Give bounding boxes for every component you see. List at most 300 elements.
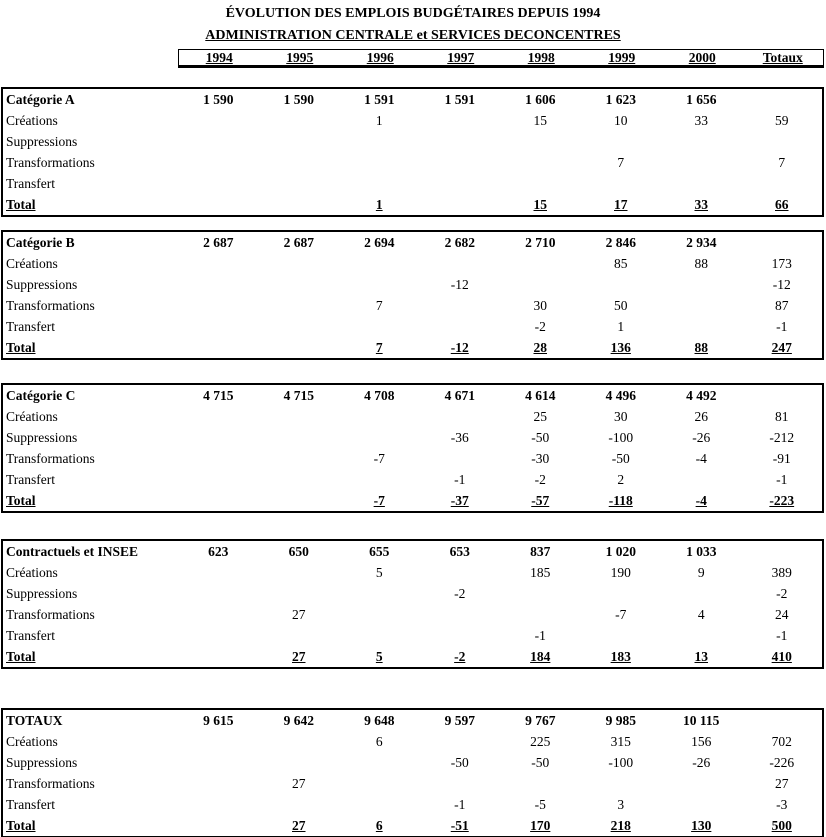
row-label bbox=[3, 256, 178, 272]
column-header bbox=[743, 50, 824, 66]
value-cell bbox=[581, 565, 662, 581]
table-row bbox=[3, 427, 822, 448]
value-cell bbox=[742, 755, 823, 771]
row-label-text: Suppressions bbox=[6, 429, 78, 445]
page-title: ÉVOLUTION DES EMPLOIS BUDGÉTAIRES DEPUIS 1994 bbox=[225, 6, 601, 21]
row-label-text: Créations bbox=[6, 564, 58, 580]
cell-value: -2 bbox=[454, 648, 466, 664]
section-header-row bbox=[3, 385, 822, 406]
cell-value: -36 bbox=[450, 429, 469, 445]
cell-value: 28 bbox=[533, 339, 547, 355]
value-cell bbox=[742, 472, 823, 488]
cell-value: 59 bbox=[775, 112, 789, 128]
row-label bbox=[3, 544, 178, 560]
row-label bbox=[3, 607, 178, 623]
value-cell bbox=[259, 713, 340, 729]
row-label-text: Transformations bbox=[6, 606, 95, 622]
cell-value: 1 590 bbox=[283, 91, 314, 107]
value-cell bbox=[500, 628, 581, 644]
column-header-label: 1997 bbox=[447, 49, 475, 65]
row-label-text: Transformations bbox=[6, 450, 95, 466]
row-label-text: TOTAUX bbox=[6, 712, 63, 728]
row-label-text: Transfert bbox=[6, 627, 55, 643]
table-row bbox=[3, 274, 822, 295]
value-cell bbox=[661, 197, 742, 213]
cell-value: 2 846 bbox=[605, 234, 636, 250]
cell-value: 247 bbox=[771, 339, 792, 355]
row-label bbox=[3, 388, 178, 404]
cell-value: -50 bbox=[531, 754, 550, 770]
row-label-text: Suppressions bbox=[6, 276, 78, 292]
row-label-text: Transformations bbox=[6, 775, 95, 791]
cell-value: -2 bbox=[454, 585, 466, 601]
column-header bbox=[582, 50, 663, 66]
cell-value: 9 767 bbox=[525, 712, 556, 728]
cell-value: 2 934 bbox=[686, 234, 717, 250]
value-cell bbox=[420, 797, 501, 813]
cell-value: -1 bbox=[454, 796, 466, 812]
table-row bbox=[3, 731, 822, 752]
cell-value: 185 bbox=[530, 564, 551, 580]
table-section bbox=[1, 708, 824, 837]
row-label bbox=[3, 277, 178, 293]
cell-value: 7 bbox=[375, 339, 383, 355]
value-cell bbox=[420, 713, 501, 729]
table-row bbox=[3, 253, 822, 274]
cell-value: 6 bbox=[375, 733, 383, 749]
cell-value: 1 606 bbox=[525, 91, 556, 107]
cell-value: -30 bbox=[531, 450, 550, 466]
cell-value: -100 bbox=[608, 754, 634, 770]
value-cell bbox=[500, 713, 581, 729]
value-cell bbox=[581, 649, 662, 665]
cell-value: -12 bbox=[450, 276, 469, 292]
cell-value: 4 492 bbox=[686, 387, 717, 403]
row-label-text: Total bbox=[6, 339, 36, 355]
cell-value: -2 bbox=[534, 318, 546, 334]
cell-value: 4 708 bbox=[364, 387, 395, 403]
value-cell bbox=[500, 197, 581, 213]
value-cell bbox=[581, 607, 662, 623]
table-row bbox=[3, 152, 822, 173]
cell-value: 500 bbox=[771, 817, 792, 833]
table-row bbox=[3, 448, 822, 469]
cell-value: 10 bbox=[614, 112, 628, 128]
cell-value: 1 bbox=[375, 112, 383, 128]
value-cell bbox=[339, 451, 420, 467]
value-cell bbox=[500, 409, 581, 425]
cell-value: 156 bbox=[691, 733, 712, 749]
cell-value: -7 bbox=[373, 492, 385, 508]
value-cell bbox=[661, 235, 742, 251]
value-cell bbox=[259, 92, 340, 108]
value-cell bbox=[581, 818, 662, 834]
cell-value: -2 bbox=[534, 471, 546, 487]
cell-value: 5 bbox=[375, 648, 383, 664]
cell-value: -5 bbox=[534, 796, 546, 812]
value-cell bbox=[581, 430, 662, 446]
value-cell bbox=[339, 197, 420, 213]
row-label bbox=[3, 409, 178, 425]
section-header-row bbox=[3, 89, 822, 110]
value-cell bbox=[500, 755, 581, 771]
cell-value: -100 bbox=[608, 429, 634, 445]
value-cell bbox=[178, 235, 259, 251]
cell-value: 130 bbox=[691, 817, 712, 833]
cell-value: -91 bbox=[772, 450, 791, 466]
value-cell bbox=[581, 388, 662, 404]
section-header-row bbox=[3, 541, 822, 562]
page-subtitle: ADMINISTRATION CENTRALE et SERVICES DECONCENTRES bbox=[205, 28, 621, 43]
cell-value: -4 bbox=[695, 450, 707, 466]
cell-value: 1 656 bbox=[686, 91, 717, 107]
value-cell bbox=[339, 544, 420, 560]
cell-value: 13 bbox=[694, 648, 708, 664]
cell-value: 2 682 bbox=[444, 234, 475, 250]
row-label-text: Catégorie A bbox=[6, 91, 75, 107]
cell-value: 66 bbox=[775, 196, 789, 212]
row-label bbox=[3, 776, 178, 792]
cell-value: 88 bbox=[694, 339, 708, 355]
cell-value: 1 591 bbox=[364, 91, 395, 107]
value-cell bbox=[339, 649, 420, 665]
value-cell bbox=[661, 92, 742, 108]
cell-value: -4 bbox=[695, 492, 707, 508]
row-label bbox=[3, 340, 178, 356]
cell-value: 2 710 bbox=[525, 234, 556, 250]
value-cell bbox=[500, 649, 581, 665]
cell-value: -50 bbox=[450, 754, 469, 770]
value-cell bbox=[661, 388, 742, 404]
row-label bbox=[3, 565, 178, 581]
value-cell bbox=[581, 713, 662, 729]
row-label-text: Suppressions bbox=[6, 133, 78, 149]
column-header bbox=[501, 50, 582, 66]
row-label-text: Transfert bbox=[6, 318, 55, 334]
table-row bbox=[3, 562, 822, 583]
value-cell bbox=[742, 734, 823, 750]
value-cell bbox=[500, 451, 581, 467]
cell-value: 225 bbox=[530, 733, 551, 749]
value-cell bbox=[178, 388, 259, 404]
cell-value: 27 bbox=[292, 775, 306, 791]
cell-value: 24 bbox=[775, 606, 789, 622]
row-label-text: Créations bbox=[6, 408, 58, 424]
value-cell bbox=[581, 92, 662, 108]
value-cell bbox=[500, 493, 581, 509]
cell-value: 7 bbox=[375, 297, 383, 313]
cell-value: -37 bbox=[450, 492, 469, 508]
cell-value: 4 715 bbox=[283, 387, 314, 403]
row-label-text: Transfert bbox=[6, 796, 55, 812]
section-header-row bbox=[3, 710, 822, 731]
row-label-text: Suppressions bbox=[6, 585, 78, 601]
row-label-text: Total bbox=[6, 196, 36, 212]
cell-value: -50 bbox=[611, 450, 630, 466]
value-cell bbox=[500, 430, 581, 446]
value-cell bbox=[500, 340, 581, 356]
row-label-text: Total bbox=[6, 648, 36, 664]
cell-value: 136 bbox=[610, 339, 631, 355]
row-label bbox=[3, 755, 178, 771]
value-cell bbox=[742, 340, 823, 356]
cell-value: -12 bbox=[772, 276, 791, 292]
cell-value: 2 694 bbox=[364, 234, 395, 250]
value-cell bbox=[581, 409, 662, 425]
value-cell bbox=[500, 235, 581, 251]
column-header-label: 1995 bbox=[286, 49, 314, 65]
table-row bbox=[3, 815, 822, 836]
cell-value: 1 020 bbox=[605, 543, 636, 559]
cell-value: -1 bbox=[534, 627, 546, 643]
table-row bbox=[3, 194, 822, 215]
column-header-label: 1996 bbox=[366, 49, 394, 65]
value-cell bbox=[339, 818, 420, 834]
cell-value: 4 715 bbox=[203, 387, 234, 403]
value-cell bbox=[420, 235, 501, 251]
row-label-text: Catégorie C bbox=[6, 387, 76, 403]
value-cell bbox=[742, 319, 823, 335]
value-cell bbox=[661, 755, 742, 771]
value-cell bbox=[581, 544, 662, 560]
column-header bbox=[421, 50, 502, 66]
value-cell bbox=[661, 734, 742, 750]
table-row bbox=[3, 295, 822, 316]
cell-value: 9 642 bbox=[283, 712, 314, 728]
row-label bbox=[3, 734, 178, 750]
table-row bbox=[3, 173, 822, 194]
cell-value: 87 bbox=[775, 297, 789, 313]
value-cell bbox=[500, 92, 581, 108]
value-cell bbox=[661, 544, 742, 560]
value-cell bbox=[742, 586, 823, 602]
table-row bbox=[3, 110, 822, 131]
value-cell bbox=[500, 818, 581, 834]
cell-value: 9 985 bbox=[605, 712, 636, 728]
row-label bbox=[3, 818, 178, 834]
value-cell bbox=[259, 388, 340, 404]
value-cell bbox=[661, 256, 742, 272]
cell-value: -26 bbox=[692, 754, 711, 770]
value-cell bbox=[742, 256, 823, 272]
row-label bbox=[3, 92, 178, 108]
value-cell bbox=[500, 565, 581, 581]
cell-value: 25 bbox=[533, 408, 547, 424]
value-cell bbox=[742, 818, 823, 834]
value-cell bbox=[420, 430, 501, 446]
value-cell bbox=[742, 649, 823, 665]
value-cell bbox=[420, 755, 501, 771]
cell-value: 653 bbox=[449, 543, 470, 559]
value-cell bbox=[742, 565, 823, 581]
column-header-label: 2000 bbox=[688, 49, 716, 65]
table-row bbox=[3, 469, 822, 490]
row-label bbox=[3, 493, 178, 509]
value-cell bbox=[339, 113, 420, 129]
cell-value: 1 623 bbox=[605, 91, 636, 107]
cell-value: 33 bbox=[694, 112, 708, 128]
value-cell bbox=[339, 298, 420, 314]
value-cell bbox=[742, 113, 823, 129]
table-row bbox=[3, 583, 822, 604]
value-cell bbox=[742, 628, 823, 644]
cell-value: 7 bbox=[617, 154, 625, 170]
cell-value: 2 687 bbox=[283, 234, 314, 250]
cell-value: 170 bbox=[530, 817, 551, 833]
table-row bbox=[3, 604, 822, 625]
value-cell bbox=[339, 235, 420, 251]
cell-value: 9 615 bbox=[203, 712, 234, 728]
cell-value: 4 614 bbox=[525, 387, 556, 403]
row-label-text: Créations bbox=[6, 733, 58, 749]
value-cell bbox=[339, 734, 420, 750]
value-cell bbox=[661, 818, 742, 834]
value-cell bbox=[420, 586, 501, 602]
value-cell bbox=[742, 607, 823, 623]
value-cell bbox=[420, 340, 501, 356]
value-cell bbox=[742, 277, 823, 293]
cell-value: 88 bbox=[694, 255, 708, 271]
value-cell bbox=[661, 607, 742, 623]
value-cell bbox=[420, 544, 501, 560]
cell-value: 15 bbox=[533, 112, 547, 128]
cell-value: 9 bbox=[697, 564, 705, 580]
cell-value: 183 bbox=[610, 648, 631, 664]
value-cell bbox=[420, 649, 501, 665]
row-label bbox=[3, 319, 178, 335]
value-cell bbox=[500, 734, 581, 750]
row-label bbox=[3, 451, 178, 467]
value-cell bbox=[581, 755, 662, 771]
value-cell bbox=[500, 797, 581, 813]
row-label-text: Créations bbox=[6, 255, 58, 271]
value-cell bbox=[742, 430, 823, 446]
row-label bbox=[3, 649, 178, 665]
cell-value: -2 bbox=[776, 585, 788, 601]
cell-value: 15 bbox=[533, 196, 547, 212]
value-cell bbox=[259, 544, 340, 560]
row-label-text: Total bbox=[6, 492, 36, 508]
cell-value: -1 bbox=[776, 627, 788, 643]
value-cell bbox=[742, 409, 823, 425]
cell-value: 26 bbox=[694, 408, 708, 424]
cell-value: -223 bbox=[769, 492, 795, 508]
column-header bbox=[662, 50, 743, 66]
value-cell bbox=[259, 235, 340, 251]
cell-value: 10 115 bbox=[683, 712, 720, 728]
table-row bbox=[3, 337, 822, 358]
cell-value: 27 bbox=[292, 648, 306, 664]
value-cell bbox=[661, 565, 742, 581]
value-cell bbox=[742, 197, 823, 213]
value-cell bbox=[581, 113, 662, 129]
cell-value: 3 bbox=[617, 796, 625, 812]
table-row bbox=[3, 646, 822, 667]
cell-value: -1 bbox=[776, 471, 788, 487]
cell-value: 655 bbox=[369, 543, 390, 559]
value-cell bbox=[742, 155, 823, 171]
column-header bbox=[179, 50, 260, 66]
table-section bbox=[1, 383, 824, 513]
cell-value: 2 687 bbox=[203, 234, 234, 250]
value-cell bbox=[420, 493, 501, 509]
value-cell bbox=[420, 388, 501, 404]
value-cell bbox=[339, 388, 420, 404]
row-label-text: Transformations bbox=[6, 297, 95, 313]
row-label bbox=[3, 134, 178, 150]
column-header-label: 1998 bbox=[527, 49, 555, 65]
table-row bbox=[3, 490, 822, 511]
row-label bbox=[3, 472, 178, 488]
value-cell bbox=[500, 113, 581, 129]
column-header-label: Totaux bbox=[762, 49, 803, 65]
cell-value: -226 bbox=[769, 754, 795, 770]
cell-value: 7 bbox=[778, 154, 786, 170]
value-cell bbox=[581, 797, 662, 813]
cell-value: 6 bbox=[375, 817, 383, 833]
year-header-row bbox=[178, 49, 824, 68]
value-cell bbox=[420, 818, 501, 834]
cell-value: 50 bbox=[614, 297, 628, 313]
cell-value: 27 bbox=[292, 606, 306, 622]
row-label bbox=[3, 586, 178, 602]
cell-value: 4 496 bbox=[605, 387, 636, 403]
value-cell bbox=[500, 388, 581, 404]
value-cell bbox=[500, 298, 581, 314]
value-cell bbox=[500, 472, 581, 488]
cell-value: 9 648 bbox=[364, 712, 395, 728]
table-row bbox=[3, 625, 822, 646]
table-row bbox=[3, 794, 822, 815]
cell-value: -26 bbox=[692, 429, 711, 445]
row-label bbox=[3, 713, 178, 729]
cell-value: 837 bbox=[530, 543, 551, 559]
cell-value: 30 bbox=[614, 408, 628, 424]
cell-value: -50 bbox=[531, 429, 550, 445]
row-label bbox=[3, 235, 178, 251]
row-label-text: Transfert bbox=[6, 471, 55, 487]
value-cell bbox=[339, 92, 420, 108]
value-cell bbox=[661, 649, 742, 665]
value-cell bbox=[420, 472, 501, 488]
value-cell bbox=[742, 776, 823, 792]
cell-value: 315 bbox=[610, 733, 631, 749]
value-cell bbox=[581, 235, 662, 251]
cell-value: -51 bbox=[450, 817, 469, 833]
cell-value: 184 bbox=[530, 648, 551, 664]
cell-value: -212 bbox=[769, 429, 795, 445]
value-cell bbox=[259, 607, 340, 623]
value-cell bbox=[742, 451, 823, 467]
cell-value: 33 bbox=[694, 196, 708, 212]
value-cell bbox=[259, 649, 340, 665]
column-header-label: 1999 bbox=[608, 49, 636, 65]
section-header-row bbox=[3, 232, 822, 253]
cell-value: 1 591 bbox=[444, 91, 475, 107]
cell-value: 218 bbox=[610, 817, 631, 833]
row-label-text: Transformations bbox=[6, 154, 95, 170]
table-section bbox=[1, 87, 824, 217]
cell-value: 17 bbox=[614, 196, 628, 212]
cell-value: 173 bbox=[771, 255, 792, 271]
cell-value: -7 bbox=[373, 450, 385, 466]
cell-value: 190 bbox=[610, 564, 631, 580]
row-label bbox=[3, 298, 178, 314]
cell-value: 27 bbox=[775, 775, 789, 791]
value-cell bbox=[581, 451, 662, 467]
value-cell bbox=[661, 451, 742, 467]
row-label bbox=[3, 197, 178, 213]
